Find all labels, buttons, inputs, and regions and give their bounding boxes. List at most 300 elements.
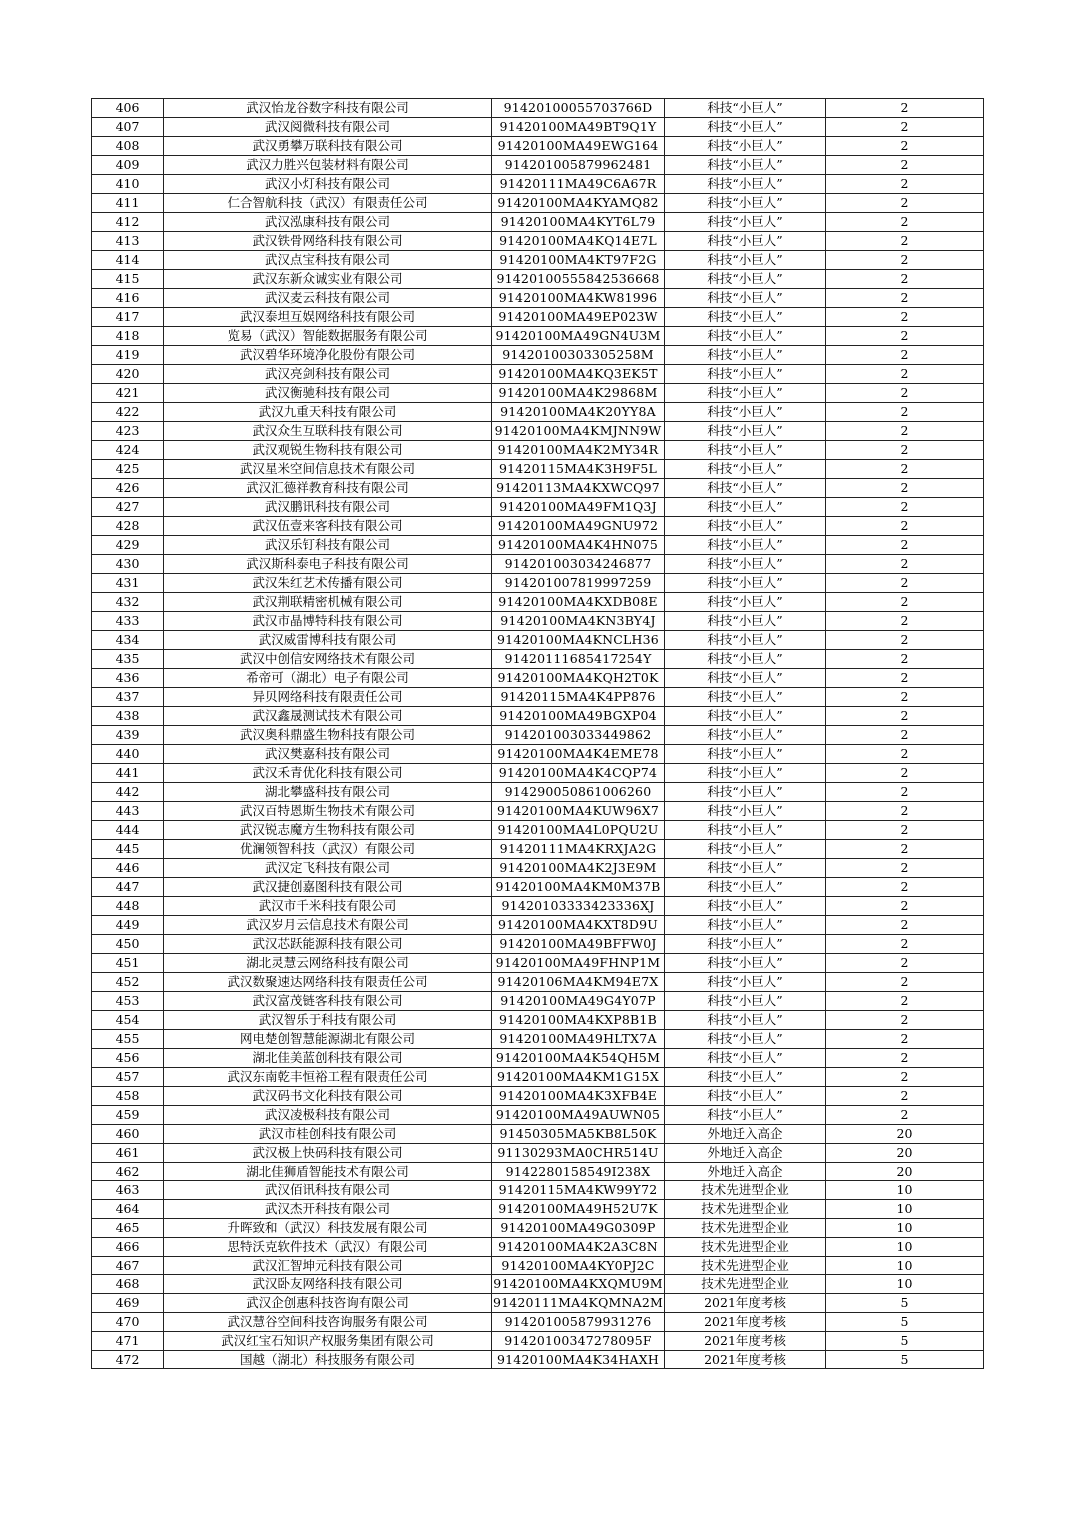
score-cell: 2 (826, 327, 984, 346)
row-number-cell: 417 (92, 308, 164, 327)
table-row (92, 688, 984, 707)
table-row (92, 897, 984, 916)
credit-code-cell: 91420100MA4KYAMQ82 (492, 194, 665, 213)
table-row (92, 1011, 984, 1030)
credit-code-cell: 91420103333423336XJ (492, 897, 665, 916)
credit-code-cell: 914201007819997259 (492, 574, 665, 593)
company-name-cell: 武汉禾青优化科技有限公司 (164, 764, 492, 783)
table-row (92, 1125, 984, 1144)
row-number-cell: 420 (92, 365, 164, 384)
row-number-cell: 457 (92, 1068, 164, 1087)
score-cell: 20 (826, 1125, 984, 1144)
category-cell: 科技“小巨人” (665, 327, 826, 346)
category-cell: 科技“小巨人” (665, 764, 826, 783)
category-cell: 技术先进型企业 (665, 1181, 826, 1200)
company-name-cell: 武汉力胜兴包装材料有限公司 (164, 156, 492, 175)
category-cell: 科技“小巨人” (665, 384, 826, 403)
table-row (92, 327, 984, 346)
table-row (92, 783, 984, 802)
score-cell: 2 (826, 992, 984, 1011)
credit-code-cell: 91420100347278095F (492, 1331, 665, 1350)
table-row (92, 1256, 984, 1275)
table-row (92, 346, 984, 365)
table-row (92, 859, 984, 878)
credit-code-cell: 91420100MA4K4EME78 (492, 745, 665, 764)
table-row (92, 175, 984, 194)
row-number-cell: 429 (92, 536, 164, 555)
category-cell: 科技“小巨人” (665, 631, 826, 650)
category-cell: 科技“小巨人” (665, 308, 826, 327)
credit-code-cell: 91420100MA4KQ3EK5T (492, 365, 665, 384)
company-name-cell: 武汉卧友网络科技有限公司 (164, 1275, 492, 1294)
score-cell: 2 (826, 935, 984, 954)
score-cell: 2 (826, 897, 984, 916)
company-name-cell: 武汉红宝石知识产权服务集团有限公司 (164, 1331, 492, 1350)
table-row (92, 289, 984, 308)
row-number-cell: 453 (92, 992, 164, 1011)
category-cell: 科技“小巨人” (665, 118, 826, 137)
row-number-cell: 471 (92, 1331, 164, 1350)
score-cell: 2 (826, 1068, 984, 1087)
credit-code-cell: 91420100MA4L0PQU2U (492, 821, 665, 840)
category-cell: 科技“小巨人” (665, 251, 826, 270)
credit-code-cell: 91420100MA4KQH2T0K (492, 669, 665, 688)
table-row (92, 251, 984, 270)
credit-code-cell: 91420100MA4K3XFB4E (492, 1087, 665, 1106)
credit-code-cell: 91420100MA49AUWN05 (492, 1106, 665, 1125)
company-name-cell: 武汉麦云科技有限公司 (164, 289, 492, 308)
row-number-cell: 461 (92, 1143, 164, 1162)
company-name-cell: 武汉威雷博科技有限公司 (164, 631, 492, 650)
credit-code-cell: 914201003033449862 (492, 726, 665, 745)
company-name-cell: 武汉勇攀万联科技有限公司 (164, 137, 492, 156)
category-cell: 科技“小巨人” (665, 992, 826, 1011)
table-row (92, 517, 984, 536)
company-name-cell: 希帝可（湖北）电子有限公司 (164, 669, 492, 688)
category-cell: 科技“小巨人” (665, 460, 826, 479)
company-name-cell: 武汉智乐于科技有限公司 (164, 1011, 492, 1030)
score-cell: 2 (826, 479, 984, 498)
company-name-cell: 武汉杰开科技有限公司 (164, 1200, 492, 1219)
category-cell: 科技“小巨人” (665, 783, 826, 802)
credit-code-cell: 91420100MA4KXDB08E (492, 593, 665, 612)
table-row (92, 1087, 984, 1106)
credit-code-cell: 91420100MA49FM1Q3J (492, 498, 665, 517)
credit-code-cell: 91420100MA49EWG164 (492, 137, 665, 156)
credit-code-cell: 91420100MA4K20YY8A (492, 403, 665, 422)
table-row (92, 669, 984, 688)
company-name-cell: 武汉富茂链客科技有限公司 (164, 992, 492, 1011)
company-name-cell: 武汉星米空间信息技术有限公司 (164, 460, 492, 479)
score-cell: 10 (826, 1237, 984, 1256)
table-row (92, 707, 984, 726)
category-cell: 科技“小巨人” (665, 574, 826, 593)
company-name-cell: 武汉汇德祥教育科技有限公司 (164, 479, 492, 498)
table-row (92, 631, 984, 650)
credit-code-cell: 9142280158549I238X (492, 1162, 665, 1181)
table-row (92, 1331, 984, 1350)
score-cell: 2 (826, 536, 984, 555)
category-cell: 2021年度考核 (665, 1331, 826, 1350)
score-cell: 2 (826, 555, 984, 574)
table-row (92, 137, 984, 156)
row-number-cell: 416 (92, 289, 164, 308)
row-number-cell: 425 (92, 460, 164, 479)
category-cell: 科技“小巨人” (665, 517, 826, 536)
table-row (92, 1218, 984, 1237)
table-row (92, 935, 984, 954)
category-cell: 科技“小巨人” (665, 1068, 826, 1087)
score-cell: 2 (826, 707, 984, 726)
table-row (92, 403, 984, 422)
company-name-cell: 武汉汇智坤元科技有限公司 (164, 1256, 492, 1275)
credit-code-cell: 91420100MA49G4Y07P (492, 992, 665, 1011)
row-number-cell: 424 (92, 441, 164, 460)
score-cell: 2 (826, 232, 984, 251)
company-name-cell: 仁合智航科技（武汉）有限责任公司 (164, 194, 492, 213)
score-cell: 2 (826, 878, 984, 897)
table-row (92, 764, 984, 783)
score-cell: 2 (826, 688, 984, 707)
category-cell: 科技“小巨人” (665, 840, 826, 859)
credit-code-cell: 91420100555842536668 (492, 270, 665, 289)
score-cell: 2 (826, 213, 984, 232)
score-cell: 2 (826, 308, 984, 327)
table-row (92, 1106, 984, 1125)
score-cell: 10 (826, 1200, 984, 1219)
score-cell: 10 (826, 1256, 984, 1275)
table-row (92, 422, 984, 441)
company-name-cell: 武汉鑫晟测试技术有限公司 (164, 707, 492, 726)
credit-code-cell: 91420100MA4K34HAXH (492, 1350, 665, 1369)
table-row (92, 194, 984, 213)
category-cell: 科技“小巨人” (665, 422, 826, 441)
category-cell: 技术先进型企业 (665, 1275, 826, 1294)
company-name-cell: 武汉碧华环境净化股份有限公司 (164, 346, 492, 365)
category-cell: 科技“小巨人” (665, 707, 826, 726)
row-number-cell: 458 (92, 1087, 164, 1106)
category-cell: 科技“小巨人” (665, 802, 826, 821)
row-number-cell: 419 (92, 346, 164, 365)
score-cell: 20 (826, 1143, 984, 1162)
company-name-cell: 武汉奥科鼎盛生物科技有限公司 (164, 726, 492, 745)
company-name-cell: 武汉慧谷空间科技咨询服务有限公司 (164, 1312, 492, 1331)
row-number-cell: 454 (92, 1011, 164, 1030)
table-row (92, 479, 984, 498)
credit-code-cell: 91420100055703766D (492, 99, 665, 118)
row-number-cell: 409 (92, 156, 164, 175)
table-row (92, 1275, 984, 1294)
category-cell: 科技“小巨人” (665, 232, 826, 251)
row-number-cell: 410 (92, 175, 164, 194)
row-number-cell: 408 (92, 137, 164, 156)
row-number-cell: 467 (92, 1256, 164, 1275)
category-cell: 科技“小巨人” (665, 346, 826, 365)
table-row (92, 992, 984, 1011)
credit-code-cell: 91420100MA4KM0M37B (492, 878, 665, 897)
score-cell: 2 (826, 137, 984, 156)
score-cell: 2 (826, 669, 984, 688)
row-number-cell: 465 (92, 1218, 164, 1237)
score-cell: 2 (826, 289, 984, 308)
table-row (92, 650, 984, 669)
category-cell: 科技“小巨人” (665, 1087, 826, 1106)
row-number-cell: 462 (92, 1162, 164, 1181)
category-cell: 科技“小巨人” (665, 726, 826, 745)
credit-code-cell: 91420100MA49EP023W (492, 308, 665, 327)
company-name-cell: 武汉佰讯科技有限公司 (164, 1181, 492, 1200)
company-name-cell: 武汉小灯科技有限公司 (164, 175, 492, 194)
score-cell: 2 (826, 859, 984, 878)
table-row (92, 1030, 984, 1049)
table-body (92, 99, 984, 1369)
company-name-cell: 武汉铁骨网络科技有限公司 (164, 232, 492, 251)
credit-code-cell: 91420100MA4KXP8B1B (492, 1011, 665, 1030)
row-number-cell: 432 (92, 593, 164, 612)
score-cell: 2 (826, 593, 984, 612)
company-name-cell: 优澜领智科技（武汉）有限公司 (164, 840, 492, 859)
category-cell: 科技“小巨人” (665, 593, 826, 612)
category-cell: 科技“小巨人” (665, 916, 826, 935)
row-number-cell: 447 (92, 878, 164, 897)
credit-code-cell: 91420100MA49BT9Q1Y (492, 118, 665, 137)
company-name-cell: 武汉捷创嘉图科技有限公司 (164, 878, 492, 897)
credit-code-cell: 91420100MA49GNU972 (492, 517, 665, 536)
company-name-cell: 武汉亮剑科技有限公司 (164, 365, 492, 384)
company-name-cell: 武汉锐志魔方生物科技有限公司 (164, 821, 492, 840)
row-number-cell: 414 (92, 251, 164, 270)
row-number-cell: 423 (92, 422, 164, 441)
row-number-cell: 431 (92, 574, 164, 593)
category-cell: 科技“小巨人” (665, 555, 826, 574)
row-number-cell: 470 (92, 1312, 164, 1331)
category-cell: 科技“小巨人” (665, 1030, 826, 1049)
company-name-cell: 武汉凌极科技有限公司 (164, 1106, 492, 1125)
company-name-cell: 武汉极上快码科技有限公司 (164, 1143, 492, 1162)
score-cell: 2 (826, 612, 984, 631)
category-cell: 科技“小巨人” (665, 498, 826, 517)
category-cell: 技术先进型企业 (665, 1200, 826, 1219)
row-number-cell: 439 (92, 726, 164, 745)
score-cell: 5 (826, 1312, 984, 1331)
row-number-cell: 407 (92, 118, 164, 137)
credit-code-cell: 91420100MA4KW81996 (492, 289, 665, 308)
credit-code-cell: 914201005879931276 (492, 1312, 665, 1331)
row-number-cell: 428 (92, 517, 164, 536)
row-number-cell: 433 (92, 612, 164, 631)
row-number-cell: 406 (92, 99, 164, 118)
table-row (92, 973, 984, 992)
score-cell: 2 (826, 650, 984, 669)
company-name-cell: 武汉市桂创科技有限公司 (164, 1125, 492, 1144)
category-cell: 科技“小巨人” (665, 156, 826, 175)
table-row (92, 802, 984, 821)
row-number-cell: 443 (92, 802, 164, 821)
credit-code-cell: 91420115MA4KW99Y72 (492, 1181, 665, 1200)
credit-code-cell: 91420100MA49GN4U3M (492, 327, 665, 346)
category-cell: 科技“小巨人” (665, 897, 826, 916)
company-name-cell: 湖北佳美蓝创科技有限公司 (164, 1049, 492, 1068)
company-name-cell: 武汉点宝科技有限公司 (164, 251, 492, 270)
row-number-cell: 444 (92, 821, 164, 840)
row-number-cell: 434 (92, 631, 164, 650)
row-number-cell: 422 (92, 403, 164, 422)
category-cell: 科技“小巨人” (665, 175, 826, 194)
category-cell: 科技“小巨人” (665, 878, 826, 897)
category-cell: 2021年度考核 (665, 1294, 826, 1313)
credit-code-cell: 91420111MA4KRXJA2G (492, 840, 665, 859)
table-row (92, 745, 984, 764)
row-number-cell: 466 (92, 1237, 164, 1256)
credit-code-cell: 914201005879962481 (492, 156, 665, 175)
table-row (92, 384, 984, 403)
category-cell: 科技“小巨人” (665, 365, 826, 384)
score-cell: 2 (826, 1087, 984, 1106)
score-cell: 2 (826, 783, 984, 802)
row-number-cell: 459 (92, 1106, 164, 1125)
row-number-cell: 426 (92, 479, 164, 498)
row-number-cell: 427 (92, 498, 164, 517)
score-cell: 2 (826, 118, 984, 137)
row-number-cell: 472 (92, 1350, 164, 1369)
score-cell: 2 (826, 1011, 984, 1030)
company-name-cell: 武汉企创惠科技咨询有限公司 (164, 1294, 492, 1313)
table-row (92, 118, 984, 137)
category-cell: 技术先进型企业 (665, 1237, 826, 1256)
credit-code-cell: 91420100MA4K29868M (492, 384, 665, 403)
category-cell: 科技“小巨人” (665, 99, 826, 118)
score-cell: 2 (826, 156, 984, 175)
score-cell: 2 (826, 916, 984, 935)
credit-code-cell: 91420100MA4K2A3C8N (492, 1237, 665, 1256)
credit-code-cell: 91130293MA0CHR514U (492, 1143, 665, 1162)
score-cell: 2 (826, 574, 984, 593)
company-name-cell: 网电楚创智慧能源湖北有限公司 (164, 1030, 492, 1049)
category-cell: 科技“小巨人” (665, 289, 826, 308)
score-cell: 2 (826, 745, 984, 764)
credit-code-cell: 91420100MA4KNCLH36 (492, 631, 665, 650)
category-cell: 科技“小巨人” (665, 270, 826, 289)
table-row (92, 1143, 984, 1162)
table-row (92, 612, 984, 631)
score-cell: 2 (826, 726, 984, 745)
score-cell: 2 (826, 99, 984, 118)
score-cell: 2 (826, 441, 984, 460)
table-row (92, 726, 984, 745)
category-cell: 科技“小巨人” (665, 194, 826, 213)
company-name-cell: 武汉市晶博特科技有限公司 (164, 612, 492, 631)
company-name-cell: 武汉斯科泰电子科技有限公司 (164, 555, 492, 574)
table-row (92, 365, 984, 384)
row-number-cell: 450 (92, 935, 164, 954)
company-name-cell: 国越（湖北）科技服务有限公司 (164, 1350, 492, 1369)
credit-code-cell: 91450305MA5KB8L50K (492, 1125, 665, 1144)
score-cell: 2 (826, 840, 984, 859)
table-row (92, 574, 984, 593)
score-cell: 2 (826, 346, 984, 365)
row-number-cell: 446 (92, 859, 164, 878)
score-cell: 2 (826, 821, 984, 840)
credit-code-cell: 91420100MA49BFFW0J (492, 935, 665, 954)
company-name-cell: 武汉观锐生物科技有限公司 (164, 441, 492, 460)
category-cell: 科技“小巨人” (665, 1049, 826, 1068)
category-cell: 科技“小巨人” (665, 536, 826, 555)
credit-code-cell: 91420100MA4K54QH5M (492, 1049, 665, 1068)
score-cell: 2 (826, 764, 984, 783)
row-number-cell: 418 (92, 327, 164, 346)
score-cell: 2 (826, 251, 984, 270)
row-number-cell: 463 (92, 1181, 164, 1200)
category-cell: 科技“小巨人” (665, 954, 826, 973)
table-row (92, 536, 984, 555)
table-row (92, 460, 984, 479)
credit-code-cell: 91420100303305258M (492, 346, 665, 365)
row-number-cell: 448 (92, 897, 164, 916)
credit-code-cell: 91420111685417254Y (492, 650, 665, 669)
credit-code-cell: 91420100MA4KQ14E7L (492, 232, 665, 251)
row-number-cell: 456 (92, 1049, 164, 1068)
credit-code-cell: 91420100MA49FHNP1M (492, 954, 665, 973)
row-number-cell: 468 (92, 1275, 164, 1294)
credit-code-cell: 91420100MA4K2J3E9M (492, 859, 665, 878)
table-row (92, 1294, 984, 1313)
credit-code-cell: 91420100MA4KMJNN9W (492, 422, 665, 441)
company-name-cell: 武汉岁月云信息技术有限公司 (164, 916, 492, 935)
score-cell: 2 (826, 270, 984, 289)
score-cell: 2 (826, 1106, 984, 1125)
row-number-cell: 421 (92, 384, 164, 403)
table-row (92, 840, 984, 859)
category-cell: 科技“小巨人” (665, 973, 826, 992)
company-name-cell: 湖北灵慧云网络科技有限公司 (164, 954, 492, 973)
category-cell: 科技“小巨人” (665, 745, 826, 764)
category-cell: 科技“小巨人” (665, 650, 826, 669)
credit-code-cell: 914290050861006260 (492, 783, 665, 802)
company-name-cell: 武汉鹏讯科技有限公司 (164, 498, 492, 517)
score-cell: 2 (826, 384, 984, 403)
category-cell: 科技“小巨人” (665, 612, 826, 631)
company-name-cell: 武汉九重天科技有限公司 (164, 403, 492, 422)
row-number-cell: 435 (92, 650, 164, 669)
table-row (92, 1049, 984, 1068)
table-row (92, 99, 984, 118)
score-cell: 2 (826, 631, 984, 650)
credit-code-cell: 91420106MA4KM94E7X (492, 973, 665, 992)
category-cell: 科技“小巨人” (665, 669, 826, 688)
credit-code-cell: 91420100MA49H52U7K (492, 1200, 665, 1219)
score-cell: 2 (826, 194, 984, 213)
row-number-cell: 464 (92, 1200, 164, 1219)
company-name-cell: 湖北佳狮盾智能技术有限公司 (164, 1162, 492, 1181)
company-name-cell: 武汉中创信安网络技术有限公司 (164, 650, 492, 669)
company-name-cell: 武汉东新众诚实业有限公司 (164, 270, 492, 289)
score-cell: 10 (826, 1275, 984, 1294)
credit-code-cell: 91420100MA4K4CQP74 (492, 764, 665, 783)
table-row (92, 1068, 984, 1087)
table-row (92, 1162, 984, 1181)
company-name-cell: 武汉泓康科技有限公司 (164, 213, 492, 232)
company-name-cell: 武汉泰坦互娱网络科技有限公司 (164, 308, 492, 327)
row-number-cell: 412 (92, 213, 164, 232)
table-row (92, 1237, 984, 1256)
score-cell: 2 (826, 1030, 984, 1049)
category-cell: 科技“小巨人” (665, 1106, 826, 1125)
category-cell: 科技“小巨人” (665, 935, 826, 954)
row-number-cell: 413 (92, 232, 164, 251)
table-row (92, 954, 984, 973)
row-number-cell: 452 (92, 973, 164, 992)
row-number-cell: 415 (92, 270, 164, 289)
